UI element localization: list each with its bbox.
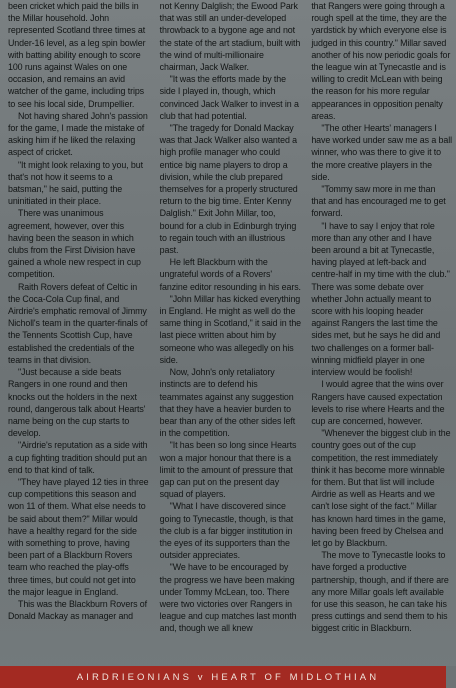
article-paragraph: "John Millar has kicked everything in England. He might as well do the same thing in Scotland," it said in the last piece written about him by someone who was allegedly on his side. bbox=[159, 293, 301, 365]
article-paragraph: "Tommy saw more in me than that and has encouraged me to get forward. bbox=[311, 184, 446, 219]
article-paragraph: The move to Tynecastle looks to have forged a productive partnership, though, and if there are any more Millar goals left available for use this season, he can take his press cuttings and send them to his biggest critic in Blackburn. bbox=[311, 550, 449, 634]
article-paragraph: There was unanimous agreement, however, over this having been the season in which clubs from the First Division have gained a whole new respect in cup competition. bbox=[8, 208, 141, 280]
article-column-2 bbox=[154, 0, 302, 666]
article-paragraph: I would agree that the wins over Rangers have caused expectation levels to rise where Hearts and the cup are concerned, however. bbox=[311, 379, 445, 426]
article-paragraph: Not having shared John's passion for the game, I made the mistake of asking him if he liked the relaxing aspect of cricket. bbox=[8, 110, 148, 158]
article-paragraph: "It was the efforts made by the side I played in, though, which convinced Jack Walker to invest in a club that had potential. bbox=[159, 74, 299, 121]
article-paragraph: "It has been so long since Hearts won a major honour that there is a limit to the amount of pressure that gap can put on the present day squad of players. bbox=[159, 440, 297, 500]
article-paragraph: "Airdrie's reputation as a side with a cup fighting tradition should put an end to that kind of talk. bbox=[8, 440, 148, 475]
article-column-1 bbox=[4, 0, 150, 666]
article-paragraph: "What I have discovered since going to Tynecastle, though, is that the club is a far bigger institution in the eyes of its supporters than the outsider appreciates. bbox=[159, 501, 294, 561]
article-paragraph: "They have played 12 ties in three cup competitions this season and won 11 of them. What else needs to be said about them?" Millar would have a healthy regard for the side with something to prove, having been part of a Blackburn Rovers team who reached the play-offs three times, but could not get into the major league in England. bbox=[8, 476, 149, 597]
footer-match-title: AIRDRIEONIANS v HEART OF MIDLOTHIAN bbox=[76, 671, 380, 683]
article-paragraph: He left Blackburn with the ungrateful words of a Rovers' fanzine editor resounding in his ears. bbox=[159, 257, 301, 292]
article-paragraph: "We have to be encouraged by the progress we have been making under Tommy McLean, too. There were two victories over Rangers in league and cup matches last month and, though we all knew bbox=[159, 562, 297, 634]
article-paragraph: "Just because a side beats Rangers in one round and then knocks out the holders in the next round, dangerous talk about Hearts' name being on the cup starts to develop. bbox=[8, 367, 146, 439]
article-paragraph: "It might look relaxing to you, but that's not how it seems to a batsman," he said, putting the uninitiated in their place. bbox=[8, 159, 143, 207]
article-paragraph: "Whenever the biggest club in the country goes out of the cup competition, the rest immediately think it has become more winnable for them. But that list will include Airdrie as well as Hearts and we can't lose sight of the fact." Millar has known hard times in the game, having been freed by Chelsea and let go by Blackburn. bbox=[311, 428, 451, 548]
article-paragraph: been cricket which paid the bills in the Millar household. John represented Scotland three times at Under-16 level, as a leg spin bowler with batting ability enough to score 100 runs against Wales on one occasion, and remains an avid watcher of the game, including trips to see his local side, Drumpellier. bbox=[8, 1, 146, 109]
article-paragraph: Raith Rovers defeat of Celtic in the Coca-Cola Cup final, and Airdrie's emphatic removal of Jimmy Nicholl's team in the quarter-finals of the Tennents Scottish Cup, have established the credentials of the teams in that division. bbox=[8, 281, 148, 365]
article-paragraph: "I have to say I enjoy that role more than any other and I have been around a bit at Tynecastle, having played at left-back and centre-half in my time with the club." There was some debate over whether John actually meant to score with his looping header against Rangers the last time the sides met, but he says he did and two challenges on a former ball-winning midfield player in one interview would be foolish! bbox=[311, 220, 450, 378]
article-column-3 bbox=[305, 0, 452, 666]
article-paragraph: not Kenny Dalglish; the Ewood Park that was still an under-developed throwback to a bygone age and not the state of the art stadium, built with the wind of multi-millionaire chairman, Jack Walker. bbox=[159, 1, 301, 73]
article-paragraph: that Rangers were going through a rough spell at the time, they are the yardstick by which everyone else is judged in this country." Millar saved another of his now periodic goals for the league win at Tynecastle and is willing to credit McLean with being the reason for his more regular appearances in opposition penalty areas. bbox=[311, 1, 451, 121]
article-paragraph: "The other Hearts' managers I have worked under saw me as a ball winner, who was there to give it to the more creative players in the side. bbox=[311, 123, 452, 182]
article-paragraph: "The tragedy for Donald Mackay was that Jack Walker also wanted a high profile manager who could entice big name players to drop a division, while the club prepared themselves for a properly structured return to the big time. Enter Kenny Dalglish." Exit John Millar, too, bound for a club in Edinburgh trying to regain touch with an illustrious past. bbox=[159, 123, 298, 256]
footer-edge bbox=[446, 666, 456, 688]
article-paragraph: This was the Blackburn Rovers of Donald Mackay as manager and bbox=[8, 598, 147, 622]
footer-band bbox=[0, 666, 456, 688]
article-paragraph: Now, John's only retaliatory instincts are to defend his teammates against any suggestion that they have a heavier burden to bear than any of the other sides left in the competition. bbox=[159, 367, 296, 439]
